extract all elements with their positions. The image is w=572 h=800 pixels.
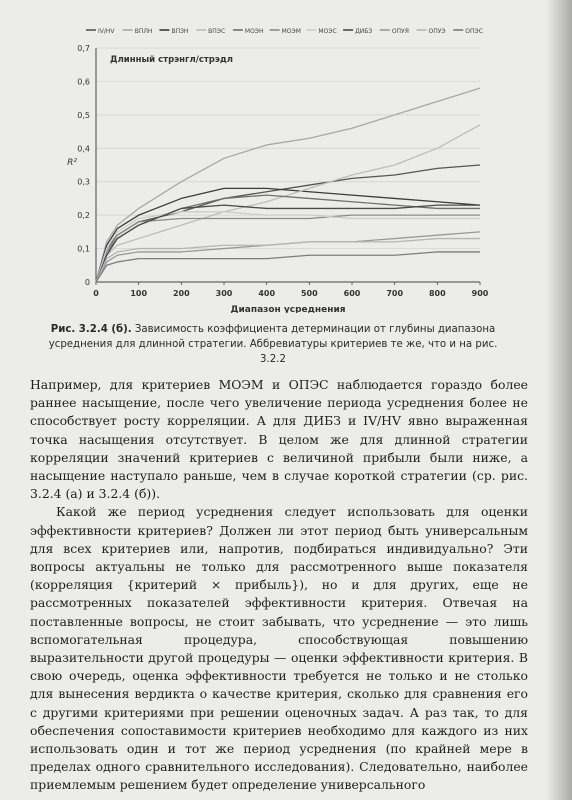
chart-svg: [40, 18, 500, 313]
legend-entry: МОЭМ: [281, 28, 301, 35]
chart: [40, 18, 500, 313]
legend-entry: ОПУЭ: [428, 28, 446, 35]
body-text: [30, 376, 528, 795]
y-tick-label: 0,3: [77, 177, 90, 187]
legend-entry: ВПЭС: [208, 28, 226, 35]
x-tick-label: 100: [130, 289, 148, 298]
legend-entry: ВПЗН: [171, 28, 189, 35]
legend-entry: ОПЭС: [465, 28, 483, 35]
x-tick-label: 300: [215, 289, 233, 298]
figure-caption: [38, 322, 508, 367]
legend-entry: МОЭС: [318, 28, 337, 35]
caption-label: Рис. 3.2.4 (б).: [50, 324, 132, 335]
legend-entry: МОЭН: [244, 28, 264, 35]
x-tick-label: 0: [93, 289, 99, 298]
x-tick-label: 900: [471, 289, 489, 298]
legend-entry: IV/HV: [98, 28, 115, 35]
y-axis-label: R²: [67, 158, 77, 168]
y-tick-label: 0,6: [77, 77, 90, 87]
y-tick-label: 0,5: [77, 110, 90, 120]
legend-entry: ОПУЯ: [391, 28, 409, 35]
paragraph-2: Какой же период усреднения следует использовать для оценки эффективности критериев? Должен ли этот период быть универсальным для всех критериев или, напротив, подбираться индивидуально? Эти вопросы актуальны не только для рассмотренного выше показателя (корреляция {критерий × прибыль}), но и для других, еще не рассмотренных показателей эффективности критерия. Отвечая на поставленные вопросы, не стоит забывать, что усреднение — это лишь вспомогательная процедура, способствующая повышению выразительности другой процедуры — оценки эффективности критерия. В свою очередь, оценка эффективности требуется не только и не столько для вынесения вердикта о качестве критерия, сколько для сравнения его с другими критериями при решении оценочных задач. А раз так, то для обеспечения сопоставимости критериев необходимо для каждого из них использовать один и тот же период усреднения (по крайней мере в пределах одного сравнительного исследования). Следовательно, наиболее приемлемым решением будет определение универсального: [30, 504, 528, 793]
y-tick-label: 0,4: [77, 144, 90, 154]
series-line: [96, 188, 480, 282]
x-axis-label: Диапазон усреднения: [230, 305, 346, 313]
page-edge-shadow: [546, 0, 572, 800]
y-tick-label: 0,1: [77, 244, 90, 254]
x-tick-label: 200: [172, 289, 190, 298]
chart-inner-label: Длинный стрэнгл/стрэдл: [110, 55, 234, 65]
series-line: [96, 212, 480, 282]
y-tick-label: 0,7: [77, 44, 90, 53]
legend-entry: ВПЛН: [134, 28, 153, 35]
y-tick-label: 0,2: [77, 211, 90, 221]
x-tick-label: 600: [343, 289, 361, 298]
y-tick-label: 0: [84, 278, 90, 287]
legend-entry: ДИБЗ: [355, 28, 373, 35]
paragraph-1: Например, для критериев МОЭМ и ОПЭС наблюдается гораздо более раннее насыщение, после чего увеличение периода усреднения более не способствует росту корреляции. А для ДИБЗ и IV/HV явно выраженная точка насыщения отсутствует. В целом же для длинной стратегии корреляции значений критериев с величиной прибыли были ниже, а насыщение наступало раньше, чем в случае короткой стратегии (ср. рис. 3.2.4 (а) и 3.2.4 (б)).: [30, 377, 528, 502]
x-tick-label: 800: [428, 289, 446, 298]
caption-text: Зависимость коэффициента детерминации от глубины диапазона усреднения для длинной стратегии. Аббревиатуры критериев те же, что и на рис. 3.2.2: [48, 324, 498, 365]
series-line: [96, 239, 480, 282]
x-tick-label: 500: [300, 289, 318, 298]
x-tick-label: 700: [386, 289, 404, 298]
series-line: [96, 165, 480, 282]
x-tick-label: 400: [258, 289, 276, 298]
series-line: [96, 252, 480, 282]
